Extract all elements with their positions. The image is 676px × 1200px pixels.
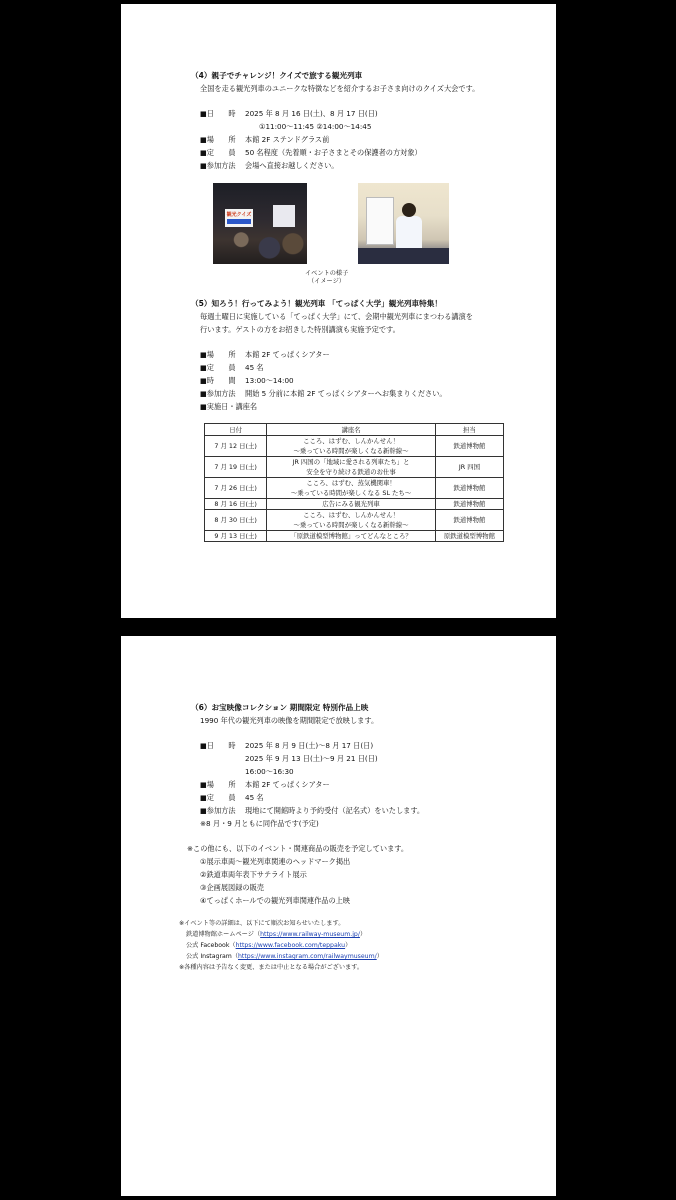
- row-date: 7 月 19 日(土): [205, 457, 267, 478]
- row-owner: JR 四国: [435, 457, 503, 478]
- footer-homepage-line: [186, 929, 366, 938]
- section-4-heading: （4）親子でチャレンジ！クイズで旅する観光列車: [191, 71, 363, 80]
- photo-caption: イベントの様子: [305, 270, 349, 277]
- footer-instagram-line: [186, 951, 383, 960]
- footer-facebook-line: [186, 940, 351, 949]
- sec6-capacity-label: ■定 員: [200, 793, 236, 802]
- table-row: [205, 457, 504, 478]
- sec5-method-value: 開始 5 分前に本館 2F てっぱくシアターへお集まりください。: [245, 389, 447, 398]
- other-event-item: ③企画展図録の販売: [200, 883, 264, 892]
- table-header-owner: 担当: [435, 424, 503, 436]
- sec4-place-value: 本館 2F ステンドグラス前: [245, 135, 330, 144]
- row-date: 7 月 12 日(土): [205, 436, 267, 457]
- homepage-label: 鉄道博物館ホームページ（: [186, 931, 261, 938]
- row-owner: 原鉄道模型博物館: [435, 531, 503, 542]
- lecture-schedule-table: [204, 423, 504, 542]
- row-title: [267, 457, 436, 478]
- row-title-line-2: 〜乗っている時間が楽しくなる SL たち〜: [290, 489, 412, 497]
- sec6-date-label: ■日 時: [200, 741, 236, 750]
- photo-sign-text: 観光クイズ: [226, 212, 252, 218]
- table-header-title: 講座名: [267, 424, 436, 436]
- sec4-place-label: ■場 所: [200, 135, 236, 144]
- sec6-method-value: 現地にて開館時より予約受付（記名式）をいたします。: [245, 806, 425, 815]
- event-photo-lecture: [358, 183, 449, 264]
- footer-lead: ※イベント等の詳細は、以下にて順次お知らせいたします。: [179, 920, 345, 927]
- sec6-method-label: ■参加方法: [200, 806, 236, 815]
- sec4-date-label: ■日 時: [200, 109, 236, 118]
- table-header-row: [205, 424, 504, 436]
- sec6-date-value-1: 2025 年 8 月 9 日(土)〜8 月 17 日(日): [245, 741, 374, 750]
- sec6-capacity-value: 45 名: [245, 793, 264, 802]
- section-4-intro: 全国を走る観光列車のユニークな特徴などを紹介するお子さま向けのクイズ大会です。: [200, 84, 480, 93]
- document-page-2: [121, 636, 556, 1196]
- sec6-time-value: 16:00〜16:30: [245, 767, 294, 776]
- row-title-line-1: こころ、はずむ、蒸気機関車！: [306, 479, 396, 487]
- table-row: [205, 436, 504, 457]
- other-event-item: ④てっぱくホールでの観光列車関連作品の上映: [200, 896, 351, 905]
- sec5-capacity-label: ■定 員: [200, 363, 236, 372]
- section-6-intro: 1990 年代の観光列車の映像を期間限定で放映します。: [200, 716, 379, 725]
- row-title-line-1: こころ、はずむ、しんかんせん！: [303, 511, 399, 519]
- table-row: [205, 478, 504, 499]
- facebook-label: 公式 Facebook（: [186, 942, 236, 949]
- instagram-label: 公式 Instagram（: [186, 953, 239, 960]
- table-row: [205, 531, 504, 542]
- close-paren: ）: [359, 931, 367, 938]
- close-paren: ）: [345, 942, 352, 949]
- row-title: [267, 436, 436, 457]
- facebook-link[interactable]: https://www.facebook.com/teppaku: [235, 942, 346, 949]
- sec6-place-label: ■場 所: [200, 780, 236, 789]
- sec6-date-value-2: 2025 年 9 月 13 日(土)〜9 月 21 日(日): [245, 754, 378, 763]
- row-title-line-1: JR 四国の「地域に愛される列車たち」と: [292, 458, 410, 466]
- section-5-intro-1: 毎週土曜日に実施している「てっぱく大学」にて、会期中観光列車にまつわる講演を: [200, 312, 473, 321]
- sec4-method-value: 会場へ直接お越しください。: [245, 161, 339, 170]
- other-event-item: ②鉄道車両年表下サテライト展示: [200, 870, 307, 879]
- table-header-date: 日付: [205, 424, 267, 436]
- sec5-schedule-label: ■実施日・講座名: [200, 402, 258, 411]
- row-title: [267, 478, 436, 499]
- row-title: [267, 510, 436, 531]
- row-owner: 鉄道博物館: [435, 510, 503, 531]
- section-5-intro-2: 行います。ゲストの方をお招きした特別講演も実施予定です。: [200, 325, 400, 334]
- row-date: 8 月 16 日(土): [205, 499, 267, 510]
- row-date: 8 月 30 日(土): [205, 510, 267, 531]
- homepage-link[interactable]: https://www.railway-museum.jp/: [260, 931, 360, 938]
- sec5-method-label: ■参加方法: [200, 389, 236, 398]
- table-row: [205, 510, 504, 531]
- sec5-capacity-value: 45 名: [245, 363, 264, 372]
- sec6-place-value: 本館 2F てっぱくシアター: [245, 780, 330, 789]
- row-date: 7 月 26 日(土): [205, 478, 267, 499]
- row-title-line-1: こころ、はずむ、しんかんせん！: [303, 437, 399, 445]
- table-row: [205, 499, 504, 510]
- row-title-line-2: 〜乗っている時間が楽しくなる新幹線〜: [293, 521, 409, 529]
- row-title-line-2: 〜乗っている時間が楽しくなる新幹線〜: [293, 447, 409, 455]
- row-title: 「原鉄道模型博物館」ってどんなところ？: [267, 531, 436, 542]
- section-5-heading: （5）知ろう！行ってみよう！観光列車 「てっぱく大学」観光列車特集！: [191, 299, 442, 308]
- sec4-capacity-value: 50 名程度（先着順・お子さまとその保護者の方対象）: [245, 148, 422, 157]
- footer-note: ※各種内容は予告なく変更、または中止となる場合がございます。: [179, 964, 364, 971]
- row-owner: 鉄道博物館: [435, 436, 503, 457]
- photo-caption-note: （イメージ）: [308, 278, 345, 285]
- sec4-capacity-label: ■定 員: [200, 148, 236, 157]
- document-page-1: [121, 4, 556, 618]
- sec5-time-label: ■時 間: [200, 376, 236, 385]
- sec5-place-value: 本館 2F てっぱくシアター: [245, 350, 330, 359]
- sec4-date-value: 2025 年 8 月 16 日(土)、8 月 17 日(日): [245, 109, 378, 118]
- sec5-time-value: 13:00〜14:00: [245, 376, 294, 385]
- section-6-heading: （6）お宝映像コレクション 期間限定 特別作品上映: [191, 703, 369, 712]
- instagram-link[interactable]: https://www.instagram.com/railwaymuseum/: [238, 953, 377, 960]
- sec5-place-label: ■場 所: [200, 350, 236, 359]
- sec6-note: ※8 月・9 月ともに同作品です(予定): [200, 819, 319, 828]
- close-paren: ）: [376, 953, 383, 960]
- row-date: 9 月 13 日(土): [205, 531, 267, 542]
- row-owner: 鉄道博物館: [435, 478, 503, 499]
- other-events-lead: ※この他にも、以下のイベント・関連商品の販売を予定しています。: [187, 844, 409, 853]
- sec4-method-label: ■参加方法: [200, 161, 236, 170]
- row-title-line-2: 安全を守り続ける鉄道のお仕事: [306, 468, 396, 476]
- sec4-time-value: ①11:00〜11:45 ②14:00〜14:45: [259, 122, 372, 131]
- row-owner: 鉄道博物館: [435, 499, 503, 510]
- event-photo-quiz: [213, 183, 307, 264]
- row-title: 広告にみる観光列車: [267, 499, 436, 510]
- other-event-item: ①展示車両〜観光列車関連のヘッドマーク掲出: [200, 857, 351, 866]
